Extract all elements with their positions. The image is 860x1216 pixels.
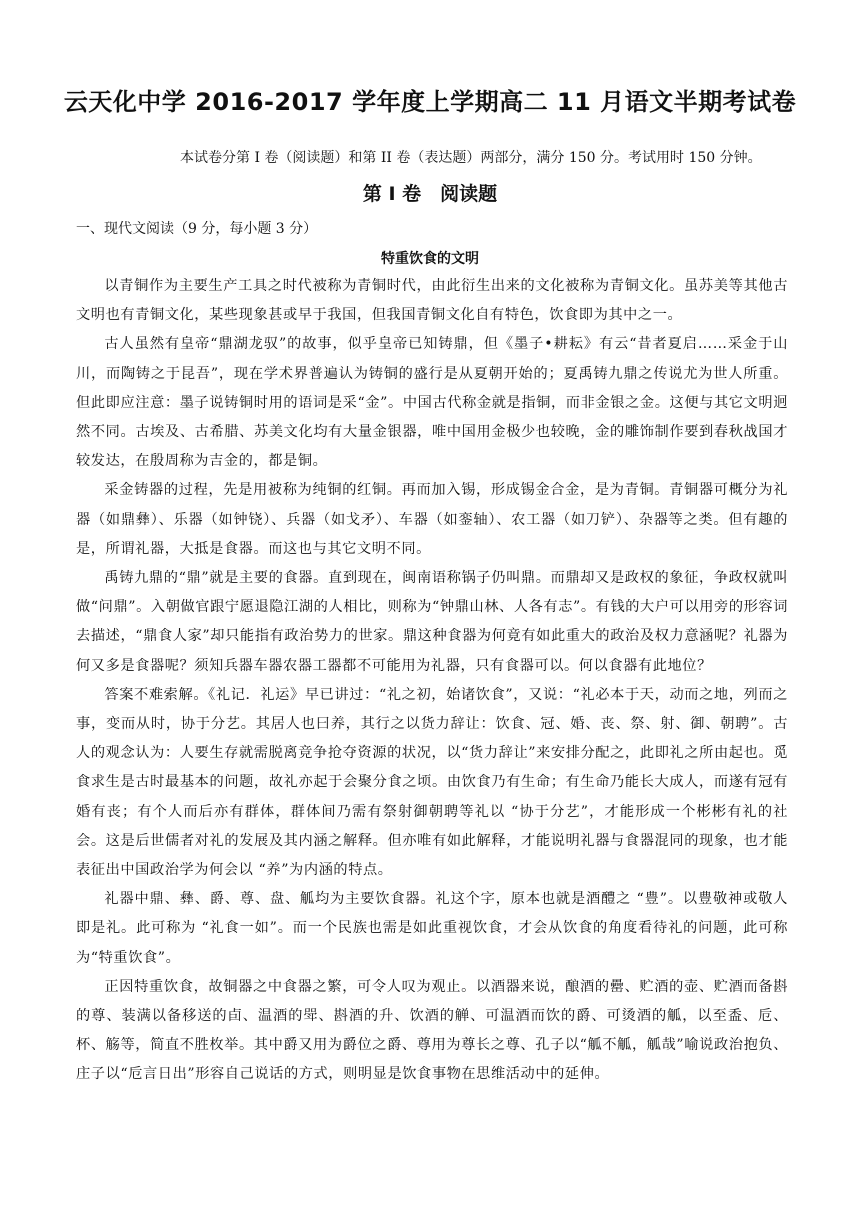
paragraph: 礼器中鼎、彝、爵、尊、盘、觚均为主要饮食器。礼这个字，原本也就是酒醴之 “豊”。以豊敬神或敬人即是礼。此可称为 “礼食一如”。而一个民族也需是如此重视饮食，才会从饮食的角度看待礼的问题，此可称为“特重饮食”。 — [76, 891, 788, 966]
paragraph: 采金铸器的过程，先是用被称为纯铜的红铜。再而加入锡，形成锡金合金，是为青铜。青铜器可概分为礼器（如鼎彝）、乐器（如钟铙）、兵器（如戈矛）、车器（如銮轴）、农工器（如刀铲）、杂器等之类。但有趣的是，所谓礼器，大抵是食器。而这也与其它文明不同。 — [76, 482, 788, 557]
section-heading: 一、现代文阅读（9 分，每小题 3 分） — [76, 221, 318, 237]
paragraph: 正因特重饮食，故铜器之中食器之繁，可令人叹为观止。以酒器来说，酿酒的罍、贮酒的壶、贮酒而备斟的尊、装满以备移送的卣、温酒的斝、斟酒的升、饮酒的觯、可温酒而饮的爵、可烫酒的觚，以至盉、卮、杯、觞等，简直不胜枚举。其中爵又用为爵位之爵、尊用为尊长之尊、孔子以“觚不觚，觚哉”喻说政治抱负、庄子以“卮言日出”形容自己说话的方式，则明显是饮食事物在思维活动中的延伸。 — [76, 978, 788, 1083]
paragraph: 以青铜作为主要生产工具之时代被称为青铜时代，由此衍生出来的文化被称为青铜文化。虽苏美等其他古文明也有青铜文化，某些现象甚或早于我国，但我国青铜文化自有特色，饮食即为其中之一。 — [76, 278, 788, 324]
exam-title: 云天化中学 2016-2017 学年度上学期高二 11 月语文半期考试卷 — [63, 88, 797, 116]
paragraph: 答案不难索解。《礼记．礼运》早已讲过：“礼之初，始诸饮食”，又说：“礼必本于天，动而之地，列而之事，变而从时，协于分艺。其居人也曰养，其行之以货力辞让：饮食、冠、婚、丧、祭、射、御、朝聘”。古人的观念认为：人要生存就需脱离竞争抢夺资源的状况，以“货力辞让”来安排分配之，此即礼之所由起也。觅食求生是古时最基本的问题，故礼亦起于会聚分食之顷。由饮食乃有生命；有生命乃能长大成人，而遂有冠有婚有丧；有个人而后亦有群体，群体间乃需有祭射御朝聘等礼以 “协于分艺”，才能形成一个彬彬有礼的社会。这是后世儒者对礼的发展及其内涵之解释。但亦唯有如此解释，才能说明礼器与食器混同的现象，也才能表征出中国政治学为何会以 “养”为内涵的特点。 — [76, 686, 788, 879]
part-title: 第 I 卷 阅读题 — [362, 183, 498, 205]
exam-instructions: 本试卷分第 I 卷（阅读题）和第 II 卷（表达题）两部分，满分 150 分。考试用时 150 分钟。 — [180, 150, 762, 166]
paragraph: 古人虽然有皇帝“鼎湖龙驭”的故事，似乎皇帝已知铸鼎，但《墨子•耕耘》有云“昔者夏启……采金于山川，而陶铸之于昆吾”，现在学术界普遍认为铸铜的盛行是从夏朝开始的；夏禹铸九鼎之传说尤为世人所重。但此即应注意：墨子说铸铜时用的语词是采“金”。中国古代称金就是指铜，而非金银之金。这便与其它文明迥然不同。古埃及、古希腊、苏美文化均有大量金银器，唯中国用金极少也较晚，金的雕饰制作要到春秋战国才较发达，在殷周称为吉金的，都是铜。 — [76, 336, 788, 470]
paragraph: 禹铸九鼎的“鼎”就是主要的食器。直到现在，闽南语称锅子仍叫鼎。而鼎却又是政权的象征，争政权就叫做“问鼎”。入朝做官跟宁愿退隐江湖的人相比，则称为“钟鼎山林、人各有志”。有钱的大户可以用旁的形容词去描述，“鼎食人家”却只能指有政治势力的世家。鼎这种食器为何竟有如此重大的政治及权力意涵呢？礼器为何又多是食器呢？须知兵器车器农器工器都不可能用为礼器，只有食器可以。何以食器有此地位？ — [76, 570, 788, 674]
article-body — [76, 272, 788, 1090]
article-title: 特重饮食的文明 — [381, 251, 479, 267]
